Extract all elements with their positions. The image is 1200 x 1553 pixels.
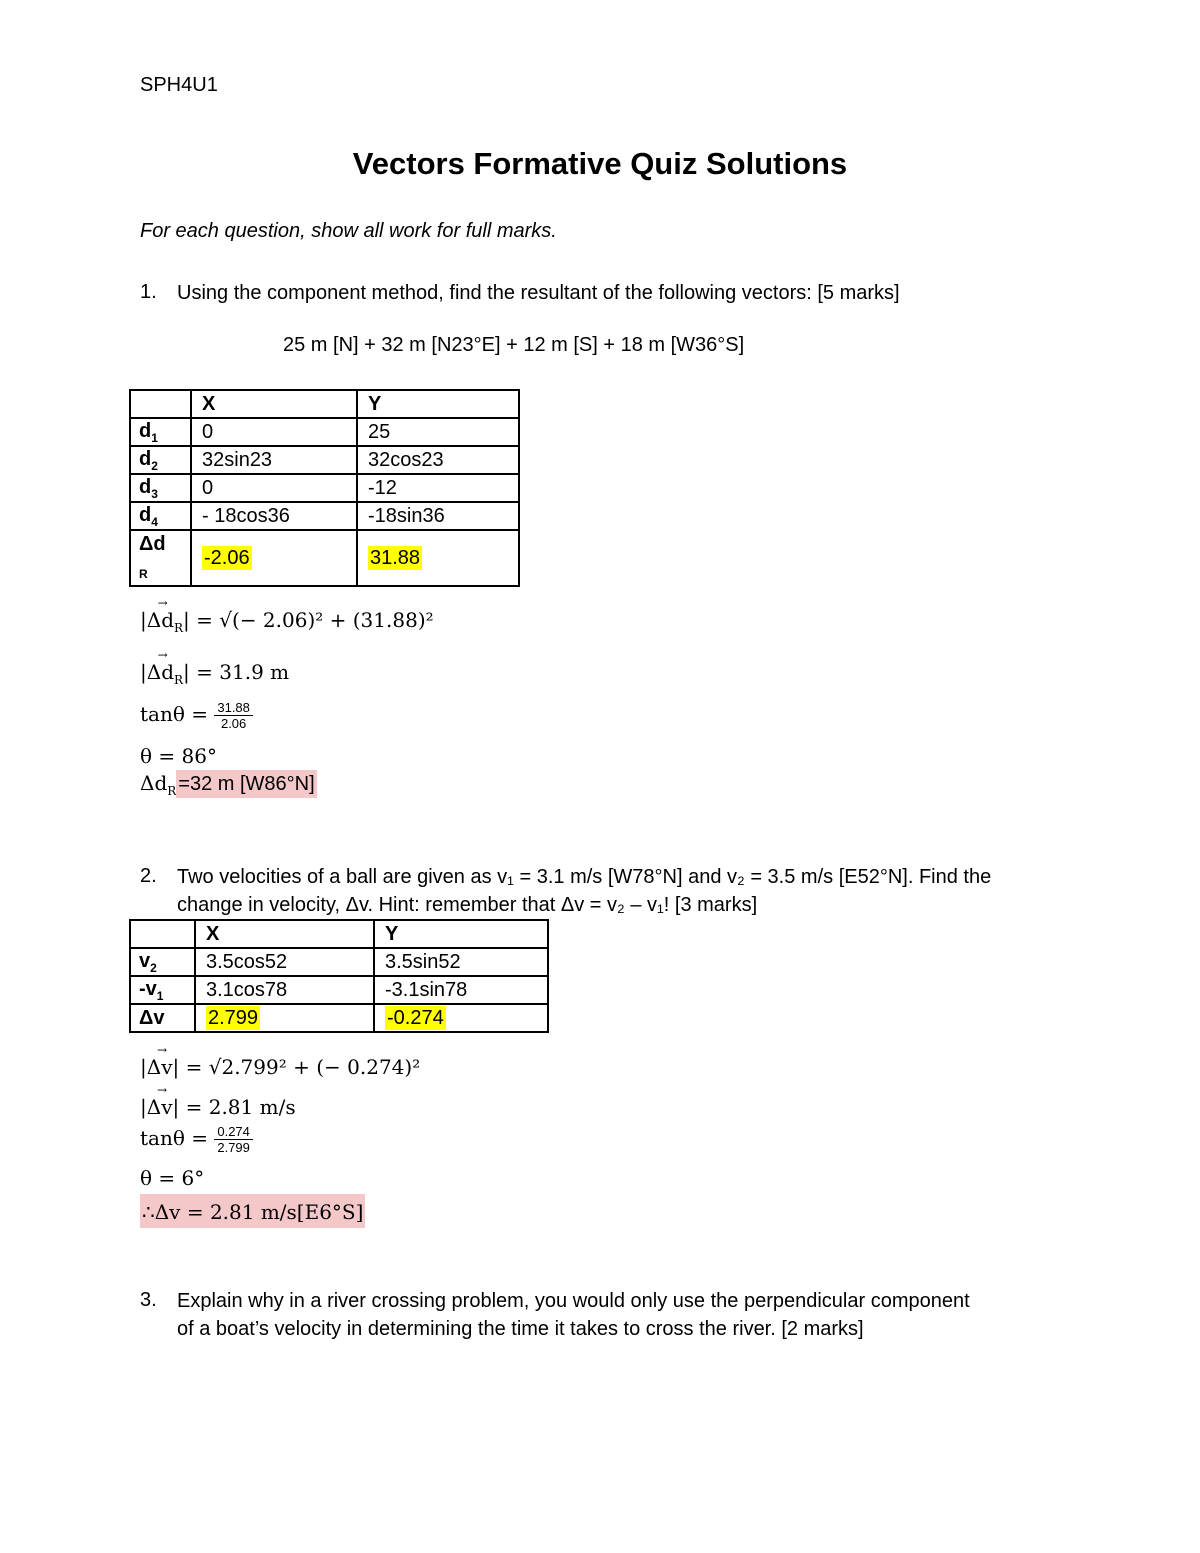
- table-row: [130, 446, 519, 474]
- row-label: $d_1$: [130, 418, 191, 446]
- q3-text-line2: of a boat’s velocity in determining the time it takes to cross the river. [2 marks]: [177, 1318, 864, 1340]
- header-x: X: [191, 390, 357, 418]
- table-row: [130, 474, 519, 502]
- cell-y: -18sin36: [357, 502, 519, 530]
- cell-x: 0: [191, 418, 357, 446]
- cell-x: 2.799: [195, 1004, 374, 1032]
- course-code: SPH4U1: [140, 74, 218, 96]
- q1-number: 1.: [140, 281, 157, 303]
- cell-x: 3.1cos78: [195, 976, 374, 1004]
- table-row: [130, 976, 548, 1004]
- table-row: [130, 502, 519, 530]
- header-empty: [130, 920, 195, 948]
- table-row-result: [130, 530, 519, 586]
- row-label: $d_4$: [130, 502, 191, 530]
- cell-x: 32sin23: [191, 446, 357, 474]
- cell-x: 0: [191, 474, 357, 502]
- cell-x: -2.06: [191, 530, 357, 586]
- q3-number: 3.: [140, 1289, 157, 1311]
- q1-magnitude-equation: |→ $\Delta d_R|$ = √(− 2.06)² + (31.88)²: [140, 608, 434, 635]
- header-y: Y: [374, 920, 548, 948]
- cell-y: 3.5sin52: [374, 948, 548, 976]
- q1-tan-equation: tanθ = $\frac{31.88}{2.06}$: [140, 700, 253, 731]
- q1-theta: θ = 86°: [140, 744, 217, 768]
- q1-answer: $\Delta d_R =32$ m [W86°N]: [140, 771, 315, 798]
- cell-y: -3.1sin78: [374, 976, 548, 1004]
- q2-text-line1: Two velocities of a ball are given as v₁ = 3.1 m/s [W78°N] and v₂ = 3.5 m/s [E52°N]. Find the: [177, 866, 992, 888]
- row-label: $-v_1$: [130, 976, 195, 1004]
- header-x: X: [195, 920, 374, 948]
- q2-text-line2: change in velocity, Δv. Hint: remember that Δv = v₂ – v₁! [3 marks]: [177, 894, 758, 916]
- table-header-row: [130, 920, 548, 948]
- row-label: Δd $_R$: [130, 530, 191, 586]
- table-row: [130, 948, 548, 976]
- q2-number: 2.: [140, 865, 157, 887]
- q2-magnitude-equation: |→ Δv| = √2.799² + (− 0.274)²: [140, 1055, 420, 1079]
- q2-theta: θ = 6°: [140, 1166, 205, 1190]
- table-row: [130, 418, 519, 446]
- cell-x: - 18cos36: [191, 502, 357, 530]
- q2-tan-equation: tanθ = $\frac{0.274}{2.799}$: [140, 1124, 253, 1155]
- q2-component-table: [129, 919, 549, 1033]
- row-label: Δv: [130, 1004, 195, 1032]
- row-label: $d_2$: [130, 446, 191, 474]
- header-empty: [130, 390, 191, 418]
- q2-magnitude-result: |→ Δv| = 2.81 m/s: [140, 1095, 296, 1119]
- cell-y: 25: [357, 418, 519, 446]
- cell-y: 31.88: [357, 530, 519, 586]
- q1-expression: 25 m [N] + 32 m [N23°E] + 12 m [S] + 18 m [W36°S]: [283, 334, 745, 356]
- table-header-row: [130, 390, 519, 418]
- row-label: $d_3$: [130, 474, 191, 502]
- table-row-result: [130, 1004, 548, 1032]
- q2-answer: ∴Δv = 2.81 m/s[E6°S]: [140, 1194, 365, 1228]
- cell-y: 32cos23: [357, 446, 519, 474]
- cell-y: -12: [357, 474, 519, 502]
- cell-y: -0.274: [374, 1004, 548, 1032]
- row-label: $v_2$: [130, 948, 195, 976]
- instructions: For each question, show all work for full marks.: [140, 220, 557, 242]
- q1-component-table: [129, 389, 520, 587]
- q1-magnitude-result: |→ $\Delta d_R| = 31.9$ m: [140, 660, 289, 687]
- q1-text: Using the component method, find the resultant of the following vectors: [5 marks]: [177, 282, 900, 304]
- q3-text-line1: Explain why in a river crossing problem, you would only use the perpendicular component: [177, 1290, 970, 1312]
- header-y: Y: [357, 390, 519, 418]
- page-title: Vectors Formative Quiz Solutions: [352, 146, 848, 181]
- cell-x: 3.5cos52: [195, 948, 374, 976]
